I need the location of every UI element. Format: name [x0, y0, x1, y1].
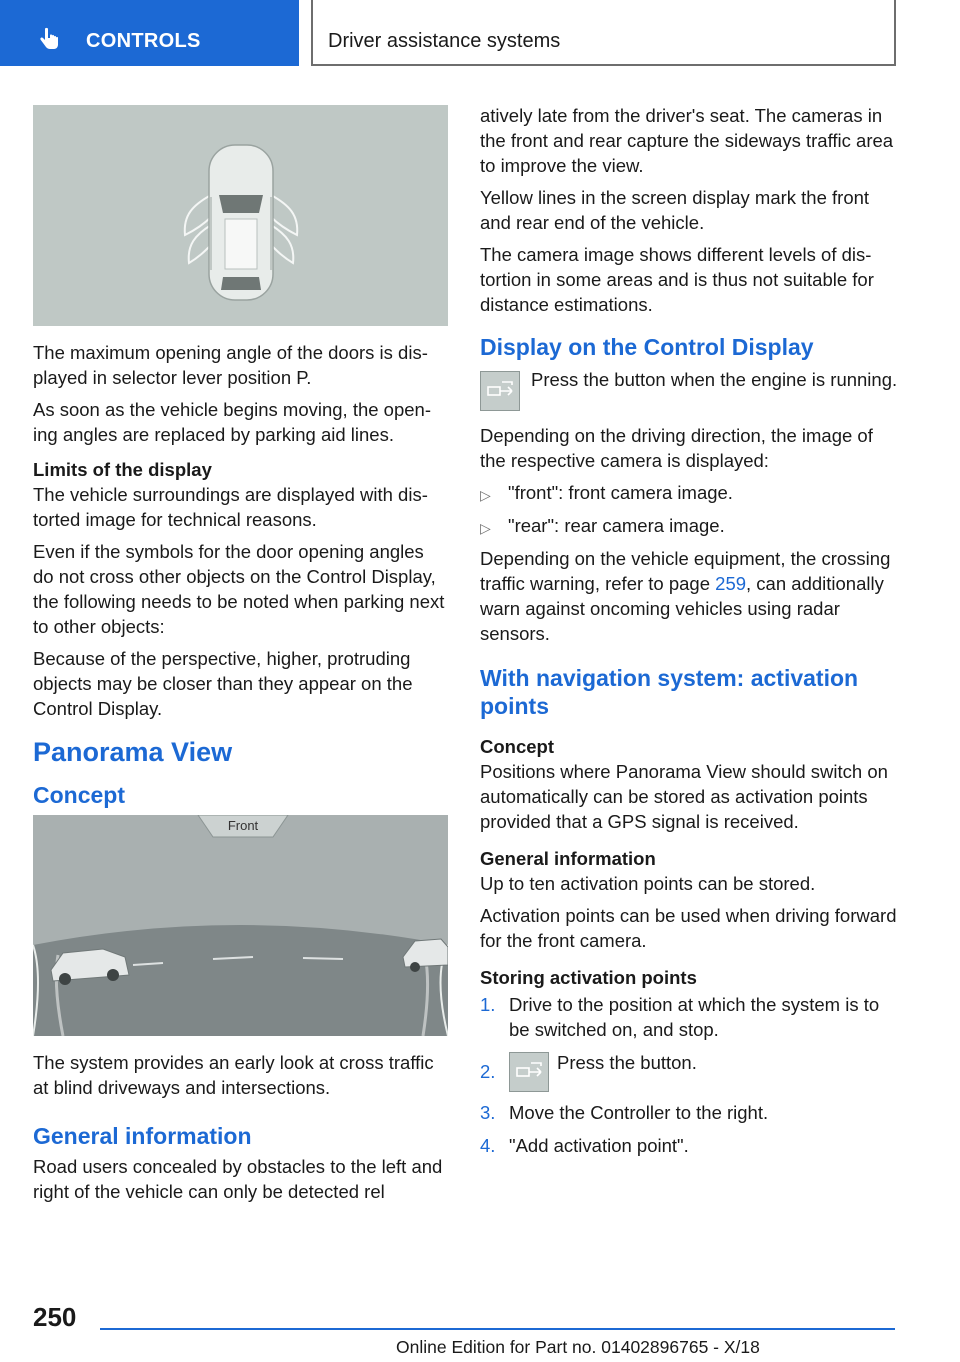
paragraph: Road users concealed by obstacles to the left and right of the vehicle can only be detected rel — [33, 1156, 443, 1202]
heading-general-information: General information — [33, 1123, 252, 1149]
subheading-concept: Concept — [480, 736, 554, 757]
paragraph: Activation points can be used when driving forward for the front camera. — [480, 905, 897, 951]
section-tab-controls[interactable] — [0, 0, 299, 66]
heading-concept: Concept — [33, 782, 125, 808]
step-item: 4. "Add activation point". — [480, 1135, 689, 1156]
paragraph: Yellow lines in the screen display mark the front and rear end of the vehicle. — [480, 187, 870, 233]
bullet-marker: ▷ — [480, 520, 491, 536]
hand-pointer-icon — [36, 26, 62, 57]
page-number: 250 — [33, 1302, 77, 1332]
left-column — [33, 100, 449, 1211]
camera-button-icon[interactable] — [480, 371, 520, 411]
paragraph: The maximum opening angle of the doors is displayed in selector lever position P. — [33, 342, 428, 388]
paragraph: Even if the symbols for the door opening angles do not cross other objects on the Control Display, the following needs to be noted when parking next to other objects: — [33, 541, 445, 637]
paragraph: The system provides an early look at cross traffic at blind driveways and intersections. — [33, 1052, 434, 1098]
bullet-item: ▷ "front": front camera image. — [480, 480, 900, 508]
subheading-storing-activation-points: Storing activation points — [480, 967, 697, 988]
heading-display-control-display: Display on the Control Display — [480, 334, 814, 360]
button-instruction-text: Press the button when the engine is running. — [531, 369, 898, 390]
door-opening-angles-image — [33, 105, 448, 326]
step-item: 3. Move the Controller to the right. — [480, 1102, 769, 1123]
step-item: 1. Drive to the position at which the system is to be switched on, and stop. — [480, 994, 880, 1040]
chapter-header — [311, 0, 896, 66]
front-label: Front — [227, 818, 259, 833]
subheading-general-information: General information — [480, 848, 656, 869]
chapter-title: Driver assistance systems — [328, 30, 561, 52]
paragraph: Because of the perspective, higher, protruding objects may be closer than they appear on the Control Display. — [33, 648, 413, 719]
paragraph: As soon as the vehicle begins moving, the opening angles are replaced by parking aid lines. — [33, 399, 432, 445]
panorama-view-image — [33, 815, 448, 1036]
subheading-limits: Limits of the display — [33, 459, 212, 480]
paragraph: Depending on the driving direction, the image of the respective camera is displayed: — [480, 425, 873, 471]
paragraph: atively late from the driver's seat. The cameras in the front and rear capture the sideways traffic area to improve the view. — [480, 105, 894, 176]
section-tab-label: CONTROLS — [86, 30, 201, 52]
heading-panorama-view: Panorama View — [33, 737, 233, 767]
page-reference-link[interactable]: 259 — [715, 573, 747, 594]
camera-button-icon[interactable] — [509, 1052, 549, 1092]
bullet-marker: ▷ — [480, 487, 491, 503]
step-item: 2. Press the button. — [480, 1050, 900, 1092]
paragraph: The camera image shows different levels of distortion in some areas and is thus not suitable for distance estimations. — [480, 244, 874, 315]
footer-divider — [100, 1328, 895, 1330]
paragraph: Positions where Panorama View should switch on automatically can be stored as activation points provided that a GPS signal is received. — [480, 761, 888, 832]
paragraph: The vehicle surroundings are displayed with distorted image for technical reasons. — [33, 484, 428, 530]
bullet-item: ▷ "rear": rear camera image. — [480, 513, 900, 541]
paragraph: Up to ten activation points can be stored. — [480, 873, 816, 894]
heading-navigation-activation-points: With navigation system: activation points — [480, 665, 859, 719]
edition-note: Online Edition for Part no. 01402896765 - X/18 — [396, 1337, 760, 1357]
right-column — [480, 103, 900, 1166]
button-instruction — [480, 371, 900, 411]
paragraph: Depending on the vehicle equipment, the crossing traffic warning, refer to page 259, can additionally warn against oncoming vehicles using radar sensors. — [480, 548, 891, 644]
